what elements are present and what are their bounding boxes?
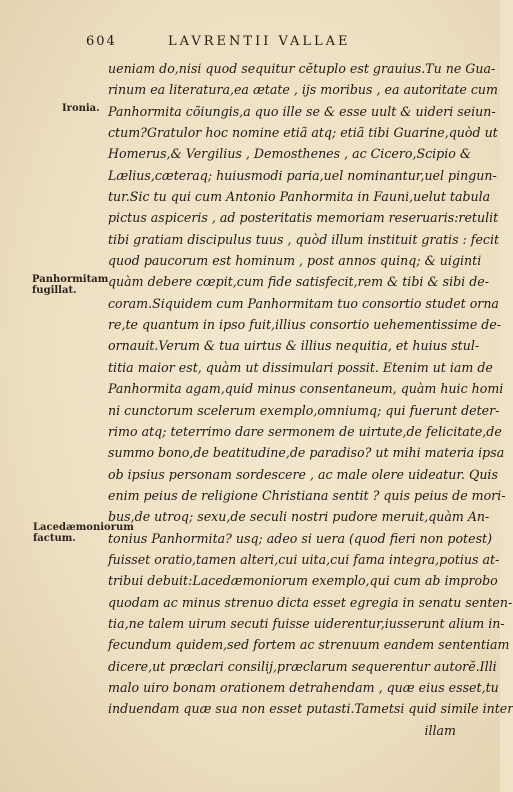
page-header (86, 34, 440, 52)
text-line: ueniam do,nisi quod sequitur cĕtuplo est grauius.Tu ne Gua- (108, 61, 496, 76)
text-line: quodam ac minus strenuo dicta esset egregia in senatu senten- (108, 594, 513, 610)
text-line: ni cunctorum scelerum exemplo,omniumq; qui fuerunt deter- (108, 402, 500, 418)
text-line: pictus aspiceris , ad posteritatis memoriam reseruaris:retulit (108, 210, 499, 226)
text-line: tia,ne talem uirum secuti fuisse uiderentur,iusserunt alium in- (108, 615, 505, 631)
text-line: rimo atq; teterrimo dare sermonem de uirtute,de felicitate,de (108, 423, 502, 439)
running-head: LAVRENTII VALLAE (168, 34, 351, 49)
text-line: induendam quæ sua non esset putasti.Tametsi quid simile inter (108, 701, 513, 717)
text-line: quàm debere cœpit,cum fide satisfecit,rem & tibi & sibi de- (108, 274, 489, 290)
text-line: Homerus,& Vergilius , Demosthenes , ac Cicero,Scipio & (108, 146, 472, 162)
margin-note-lacedaemoniorum-text: Lacedæmoniorum factum. (33, 522, 134, 544)
text-line: malo uiro bonam orationem detrahendam , quæ eius esset,tu (108, 679, 499, 695)
text-line: rinum ea literatura,ea ætate , ijs moribus , ea autoritate cum (108, 82, 498, 98)
text-line: tibi gratiam discipulus tuus , quòd illum instituit gratis : fecit (108, 231, 500, 247)
text-line: re,te quantum in ipso fuit,illius consortio uehementissime de- (108, 317, 502, 333)
text-line: enim peius de religione Christiana sentit ? quis peius de mori- (108, 487, 506, 503)
body-text (108, 58, 513, 741)
text-line: titia maior est, quàm ut dissimulari possit. Etenim ut iam de (108, 359, 493, 375)
text-line: tur.Sic tu qui cum Antonio Panhormita in Fauni,uelut tabula (108, 189, 491, 205)
text-line: coram.Siquidem cum Panhormitam tuo consortio studet orna (108, 295, 499, 311)
text-line: ornauit.Verum & tua uirtus & illius nequitia, et huius stul- (108, 338, 480, 354)
margin-note-panhormitam (32, 274, 109, 296)
text-line: tonius Panhormita? usq; adeo si uera (quod fieri non potest) (108, 530, 493, 546)
page-number: 604 (86, 34, 117, 49)
margin-note-ironia: Ironia. (62, 103, 100, 114)
text-line: Panhormita cõiungis,a quo ille se & esse uult & uideri seiun- (108, 103, 496, 119)
text-line: quod paucorum est hominum , post annos quinq; & uiginti (108, 253, 482, 269)
text-line: summo bono,de beatitudine,de paradiso? ut mihi materia ipsa (108, 445, 505, 461)
text-line: Panhormita agam,quid minus consentaneum, quàm huic homi (108, 381, 504, 397)
text-line: ob ipsius personam sordescere , ac male olere uideatur. Quis (108, 466, 498, 482)
margin-note-lacedaemoniorum (33, 522, 134, 544)
text-line: tribui debuit:Lacedæmoniorum exemplo,qui cum ab improbo (108, 573, 498, 589)
text-line: bus,de utroq; sexu,de seculi nostri pudore meruit,quàm An- (108, 509, 490, 525)
text-line: fuisset oratio,tamen alteri,cui uita,cui fama integra,potius at- (108, 551, 500, 567)
margin-note-panhormitam-text: Panhormitam fugillat. (32, 274, 109, 296)
text-line: ctum?Gratulor hoc nomine etiã atq; etiã tibi Guarine,quòd ut (108, 125, 498, 141)
text-line: dicere,ut præclari consilij,præclarum sequerentur autorĕ.Illi (108, 658, 497, 674)
text-line: fecundum quidem,sed fortem ac strenuum eandem sententiam (108, 637, 510, 653)
catchword: illam (424, 722, 456, 738)
text-line: Lælius,cæteraq; huiusmodi paria,uel nominantur,uel pingun- (108, 167, 497, 183)
